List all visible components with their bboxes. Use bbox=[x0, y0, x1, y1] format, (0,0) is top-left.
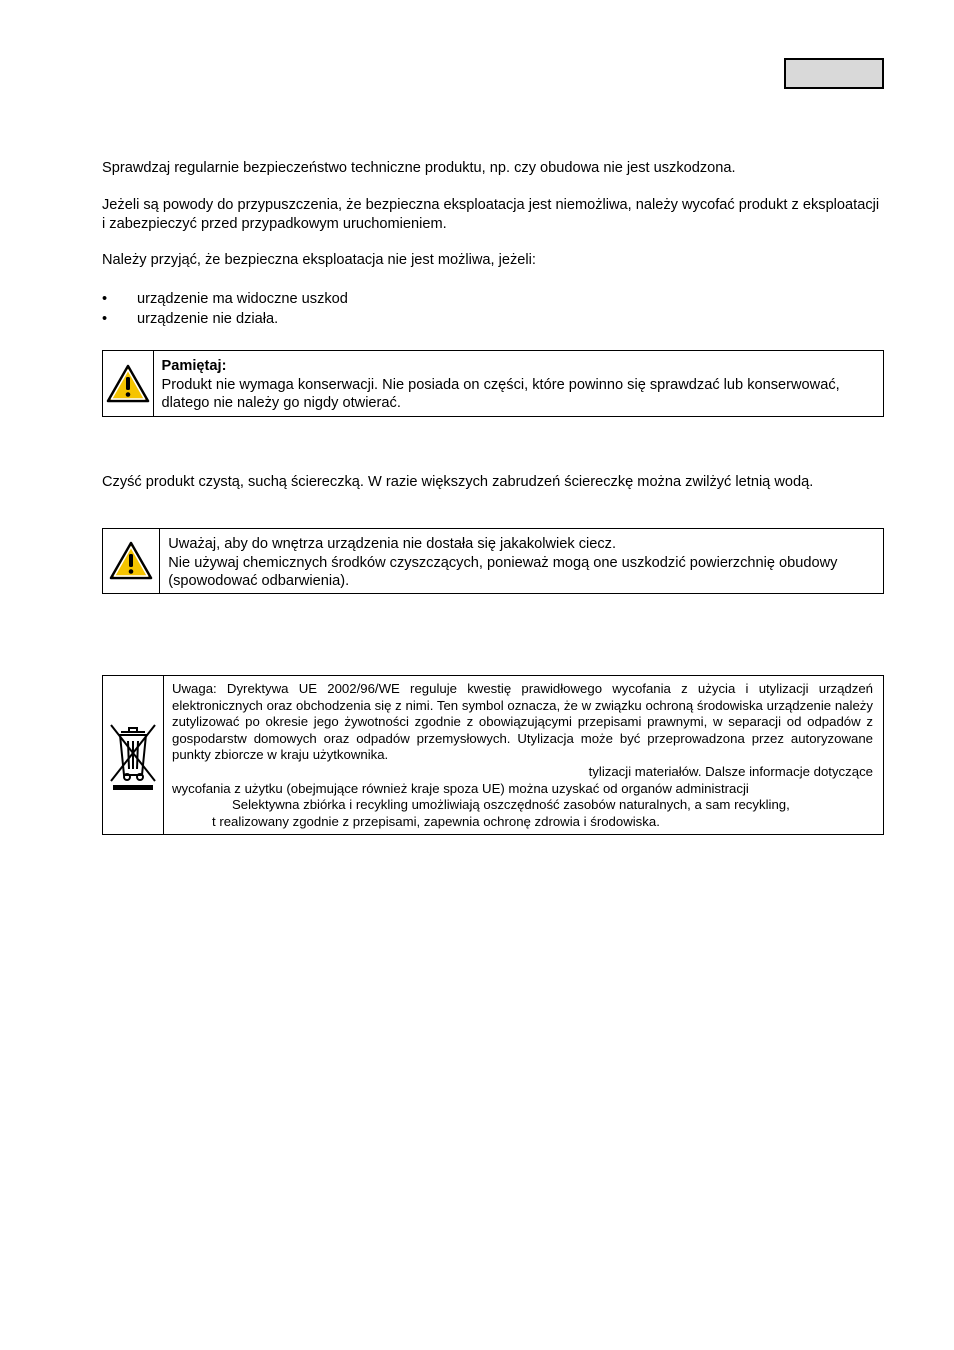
note-line: Selektywna zbiórka i recykling umożliwiają oszczędność zasobów naturalnych, a sam recykling, bbox=[232, 797, 790, 813]
conditions-list bbox=[102, 289, 348, 329]
note-text-main: Uwaga: Dyrektywa UE 2002/96/WE reguluje kwestię prawidłowego wycofania z użycia i utylizacji urządzeń elektronicznych oraz obchodzenia się z nimi. Ten symbol oznacza, że w związku ochroną środowiska urządzenie należy zutylizować po okresie jego żywotności zgodnie z obowiązującymi przepisami prawnymi, w separacji od odpadów z gospodarstw domowych oraz odpadów przemysłowych. Utylizacja może być przeprowadzona przez autoryzowane punkty zbiorcze w kraju użytkownika. bbox=[172, 681, 873, 763]
paragraph-safe-operation: Jeżeli są powody do przypuszczenia, że bezpieczna eksploatacja jest niemożliwa, należy wycofać produkt z eksploatacji i zabezpieczyć przed przypadkowym uruchomieniem. bbox=[102, 197, 880, 232]
list-item: • urządzenie ma widoczne uszkod bbox=[102, 289, 348, 309]
paragraph-cleaning: Czyść produkt czystą, suchą ściereczką. W razie większych zabrudzeń ściereczkę można zwilżyć letnią wodą. bbox=[102, 474, 814, 490]
note-line: tylizacji materiałów. Dalsze informacje dotyczące bbox=[588, 763, 873, 779]
note-text: Produkt nie wymaga konserwacji. Nie posiada on części, które powinno się sprawdzać lub konserwować, dlatego nie należy go nigdy otwierać. bbox=[161, 376, 840, 411]
language-tab bbox=[784, 58, 884, 89]
note-title: Pamiętaj: bbox=[161, 358, 227, 374]
note-text-cell bbox=[160, 529, 883, 593]
note-line: Uważaj, aby do wnętrza urządzenia nie dostała się jakakolwiek ciecz. bbox=[168, 536, 617, 552]
warning-triangle-icon bbox=[106, 364, 150, 404]
note-text-cell bbox=[164, 676, 883, 834]
disposal-note-box bbox=[102, 675, 884, 835]
note-icon-cell bbox=[103, 529, 160, 593]
maintenance-note-box bbox=[102, 350, 884, 417]
note-line: Nie używaj chemicznych środków czyszczących, ponieważ mogą one uszkodzić powierzchnię obudowy (spowodować odbarwienia). bbox=[168, 554, 838, 589]
cleaning-note-box bbox=[102, 528, 884, 594]
paragraph-conditions: Należy przyjąć, że bezpieczna eksploatacja nie jest możliwa, jeżeli: bbox=[102, 252, 536, 268]
note-line: wycofania z użytku (obejmujące również kraje spoza UE) można uzyskać od organów administracji bbox=[172, 780, 749, 796]
note-text-cell bbox=[154, 351, 883, 416]
weee-crossed-bin-icon bbox=[103, 719, 163, 791]
note-line: t realizowany zgodnie z przepisami, zapewnia ochronę zdrowia i środowiska. bbox=[212, 813, 660, 829]
note-icon-cell bbox=[103, 351, 154, 416]
paragraph-safety-check: Sprawdzaj regularnie bezpieczeństwo techniczne produktu, np. czy obudowa nie jest uszkodzona. bbox=[102, 160, 736, 176]
list-item: • urządzenie nie działa. bbox=[102, 309, 348, 329]
note-icon-cell bbox=[103, 676, 164, 834]
warning-triangle-icon bbox=[109, 541, 153, 581]
